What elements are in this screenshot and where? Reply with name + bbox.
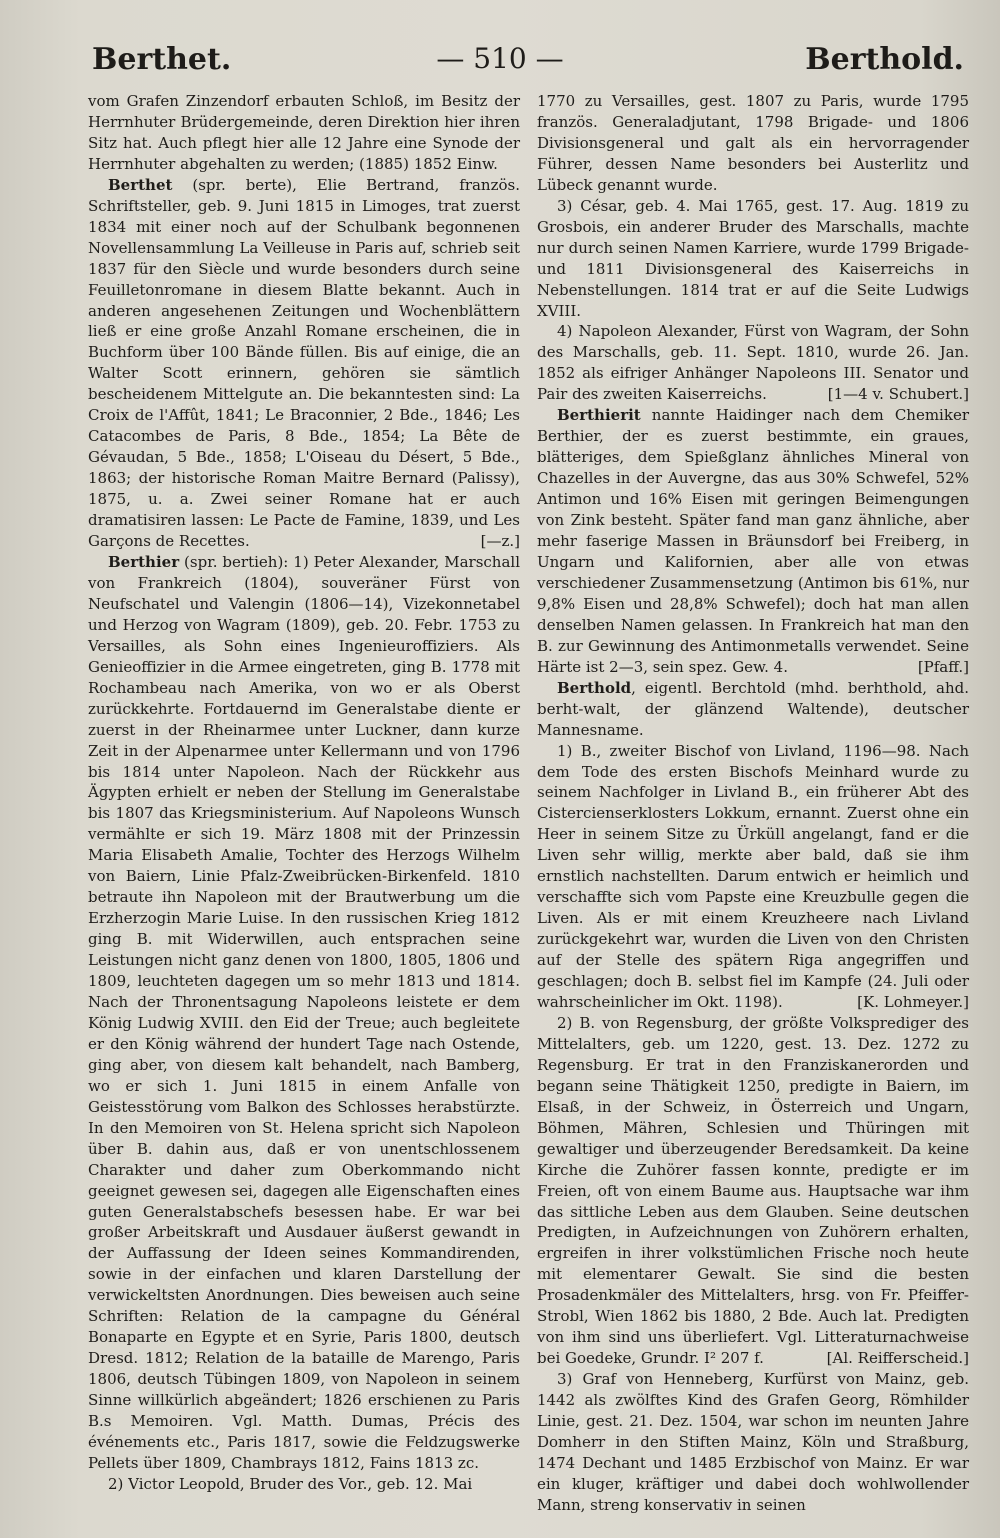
- paragraph: [88, 552, 520, 1474]
- left-column: [88, 91, 520, 1495]
- paragraph: [88, 175, 520, 552]
- paragraph-text: 3) Graf von Henneberg, Kurfürst von Mainz, geb. 1442 als zwölftes Kind des Grafen Georg, Römhilder Linie, gest. 21. Dez. 1504, war schon im neunten Jahre Domherr in den Stiften Mainz, Köln und Straßburg, 1474 Dechant und 1485 Erzbischof von Mainz. Er war ein kluger, kräftiger und dabei doch wohlwollender Mann, streng konservativ in seinen: [537, 1370, 969, 1514]
- right-column: [537, 91, 969, 1516]
- paragraph-text: 4) Napoleon Alexander, Fürst von Wagram, der Sohn des Marschalls, geb. 11. Sept. 1810, wurde 26. Jan. 1852 als eifriger Anhänger Napoleons III. Senator und Pair des zweiten Kaiserreichs.: [537, 322, 969, 404]
- paragraph: [88, 91, 520, 175]
- headword: Berthold: [557, 678, 632, 697]
- headword: Berthierit: [557, 406, 641, 425]
- paragraph-text: (spr. berte), Elie Bertrand, französ. Schriftsteller, geb. 9. Juni 1815 in Limoges, trat zuerst 1834 mit einer noch auf der Schulbank begonnenen Novellensammlung La Veilleuse in Paris auf, schrieb seit 1837 für den Siècle und wurde besonders durch seine Feuilletonromane in diesem Blatte bekannt. Auch in anderen angesehenen Zeitungen und Wochenblättern ließ er eine große Anzahl Romane erscheinen, die in Buchform über 100 Bände füllen. Bis auf einige, die an Walter Scott erinnern, gehören sie sämtlich bescheidenem Mittelgute an. Die bekanntesten sind: La Croix de l'Affût, 1841; Le Braconnier, 2 Bde., 1846; Les Catacombes de Paris, 8 Bde., 1854; La Bête de Gévaudan, 5 Bde., 1858; L'Oiseau du Désert, 5 Bde., 1863; der historische Roman Maitre Bernard (Palissy), 1875, u. a. Zwei seiner Romane hat er auch dramatisiren lassen: Le Pacte de Famine, 1839, und Les Garçons de Recettes.: [88, 175, 520, 551]
- paragraph-text: 2) B. von Regensburg, der größte Volksprediger des Mittelalters, geb. um 1220, gest. 13. Dez. 1272 zu Regensburg. Er trat in den Franziskanerorden und begann seine Thätigkeit 1250, predigte in Baiern, im Elsaß, in der Schweiz, in Österreich und Ungarn, Böhmen, Mähren, Schlesien und Thüringen mit gewaltiger und überzeugender Beredsamkeit. Da keine Kirche die Zuhörer fassen konnte, predigte er im Freien, oft von einem Baume aus. Hauptsache war ihm das sittliche Leben aus dem Glauben. Seine deutschen Predigten, in Aufzeichnungen von Zuhörern erhalten, ergreifen in ihrer volkstümlichen Frische noch heute mit elementarer Gewalt. Sie sind die besten Prosadenkmäler des Mittelalters, hrsg. von Fr. Pfeiffer-Strobl, Wien 1862 bis 1880, 2 Bde. Auch lat. Predigten von ihm sind uns überliefert. Vgl. Litteraturnachweise bei Goedeke, Grundr. I² 207 f.: [537, 1013, 969, 1368]
- paragraph: [537, 741, 969, 1013]
- page-number: — 510 —: [436, 42, 564, 75]
- paragraph-text: 1770 zu Versailles, gest. 1807 zu Paris, wurde 1795 französ. Generaladjutant, 1798 Brigade- und 1806 Divisionsgeneral und galt als ein hervorragender Führer, dessen Name besonders bei Austerlitz und Lübeck genannt wurde.: [537, 92, 969, 194]
- paragraph: [537, 321, 969, 405]
- paragraph-text: vom Grafen Zinzendorf erbauten Schloß, im Besitz der Herrnhuter Brüdergemeinde, deren Direktion hier ihren Sitz hat. Auch pflegt hier alle 12 Jahre eine Synode der Herrnhuter abgehalten zu werden; (1885) 1852 Einw.: [88, 92, 520, 173]
- paragraph-text: 2) Victor Leopold, Bruder des Vor., geb. 12. Mai: [108, 1474, 473, 1493]
- paragraph: [537, 196, 969, 322]
- author-signature: [K. Lohmeyer.]: [857, 992, 969, 1011]
- author-signature: [Pfaff.]: [917, 657, 969, 676]
- paragraph-text: , eigentl. Berchtold (mhd. berhthold, ahd. berht-walt, der glänzend Waltende), deutscher Mannesname.: [537, 678, 969, 739]
- paragraph: [537, 405, 969, 677]
- paragraph: [88, 1474, 520, 1495]
- paragraph-text: nannte Haidinger nach dem Chemiker Berthier, der es zuerst bestimmte, ein graues, blätteriges, dem Spießglanz ähnliches Mineral von Chazelles in der Auvergne, das aus 30% Schwefel, 52% Antimon und 16% Eisen mit geringen Beimengungen von Zink besteht. Später fand man ganz ähnliche, aber mehr faserige Massen in Bräunsdorf bei Freiberg, in Ungarn und Kalifornien, aber alle von etwas verschiedener Zusammensetzung (Antimon bis 61%, nur 9,8% Eisen und 28,8% Schwefel); doch hat man allen denselben Namen gelassen. In Frankreich hat man den B. zur Gewinnung des Antimonmetalls verwendet. Seine Härte ist 2—3, sein spez. Gew. 4.: [537, 406, 969, 676]
- page-header: [0, 40, 1000, 80]
- paragraph: [537, 91, 969, 196]
- paragraph: [537, 678, 969, 741]
- running-head-left: Berthet.: [92, 42, 232, 77]
- author-signature: [—z.]: [480, 532, 520, 551]
- headword: Berthet: [108, 175, 173, 194]
- running-head-right: Berthold.: [805, 42, 964, 77]
- paragraph: [537, 1013, 969, 1369]
- paragraph: [537, 1369, 969, 1516]
- paragraph-text: (spr. bertieh): 1) Peter Alexander, Marschall von Frankreich (1804), souveräner Fürst von Neufschatel und Valengin (1806—14), Vizekonnetabel und Herzog von Wagram (1809), geb. 20. Febr. 1753 zu Versailles, als Sohn eines Ingenieuroffiziers. Als Genieoffizier in die Armee eingetreten, ging B. 1778 mit Rochambeau nach Amerika, von wo er als Oberst zurückkehrte. Fortdauernd im Generalstabe diente er zuerst in der Rheinarmee unter Luckner, dann kurze Zeit in der Alpenarmee unter Kellermann und von 1796 bis 1814 unter Napoleon. Nach der Rückkehr aus Ägypten erhielt er neben der Stellung im Generalstabe bis 1807 das Kriegsministerium. Auf Napoleons Wunsch vermählte er sich 19. März 1808 mit der Prinzessin Maria Elisabeth Amalie, Tochter des Herzogs Wilhelm von Baiern, Linie Pfalz-Zweibrücken-Birkenfeld. 1810 betraute ihn Napoleon mit der Brautwerbung um die Erzherzogin Marie Luise. In den russischen Krieg 1812 ging B. mit Widerwillen, auch entsprachen seine Leistungen nicht ganz denen von 1800, 1805, 1806 und 1809, leuchteten dagegen um so mehr 1813 und 1814. Nach der Thronentsagung Napoleons leistete er dem König Ludwig XVIII. den Eid der Treue; auch begleitete er den König während der hundert Tage nach Ostende, ging aber, von diesem kalt behandelt, nach Bamberg, wo er sich 1. Juni 1815 in einem Anfalle von Geistesstörung vom Balkon des Schlosses herabstürzte. In den Memoiren von St. Helena spricht sich Napoleon über B. dahin aus, daß er von unentschlossenem Charakter und daher zum Oberkommando nicht geeignet gewesen sei, dagegen alle Eigenschaften eines guten Generalstabschefs besessen habe. Er war bei großer Arbeitskraft und Ausdauer äußerst gewandt in der Auffassung der Ideen seines Kommandirenden, sowie in der einfachen und klaren Darstellung der verwickeltsten Anordnungen. Dies beweisen auch seine Schriften: Relation de la campagne du Général Bonaparte en Egypte et en Syrie, Paris 1800, deutsch Dresd. 1812; Relation de la bataille de Marengo, Paris 1806, deutsch Tübingen 1809, von Napoleon in seinem Sinne willkürlich abgeändert; 1826 erschienen zu Paris B.s Memoiren. Vgl. Matth. Dumas, Précis des événements etc., Paris 1817, sowie die Feldzugswerke Pellets über 1809, Chambrays 1812, Fains 1813 zc.: [88, 552, 520, 1472]
- author-signature: [Al. Reifferscheid.]: [826, 1349, 969, 1368]
- paragraph-text: 1) B., zweiter Bischof von Livland, 1196—98. Nach dem Tode des ersten Bischofs Meinhard wurde zu seinem Nachfolger in Livland B., ein früherer Abt des Cistercienserklosters Lokkum, ernannt. Zuerst ohne ein Heer in seinem Sitze zu Ürküll angelangt, fand er die Liven sehr willig, merkte aber bald, daß sie ihm ernstlich nachstellten. Darum entwich er heimlich und verschaffte sich vom Papste eine Kreuzbulle gegen die Liven. Als er mit einem Kreuzheere nach Livland zurückgekehrt war, wurden die Liven von den Christen auf der Stelle des spätern Riga angegriffen und geschlagen; doch B. selbst fiel im Kampfe (24. Juli oder wahrscheinlicher im Okt. 1198).: [537, 741, 969, 1011]
- paragraph-text: 3) César, geb. 4. Mai 1765, gest. 17. Aug. 1819 zu Grosbois, ein anderer Bruder des Marschalls, machte nur durch seinen Namen Karriere, wurde 1799 Brigade- und 1811 Divisionsgeneral des Kaiserreichs in Nebenstellungen. 1814 trat er auf die Seite Ludwigs XVIII.: [537, 196, 969, 320]
- headword: Berthier: [108, 552, 180, 571]
- author-signature: [1—4 v. Schubert.]: [827, 385, 969, 404]
